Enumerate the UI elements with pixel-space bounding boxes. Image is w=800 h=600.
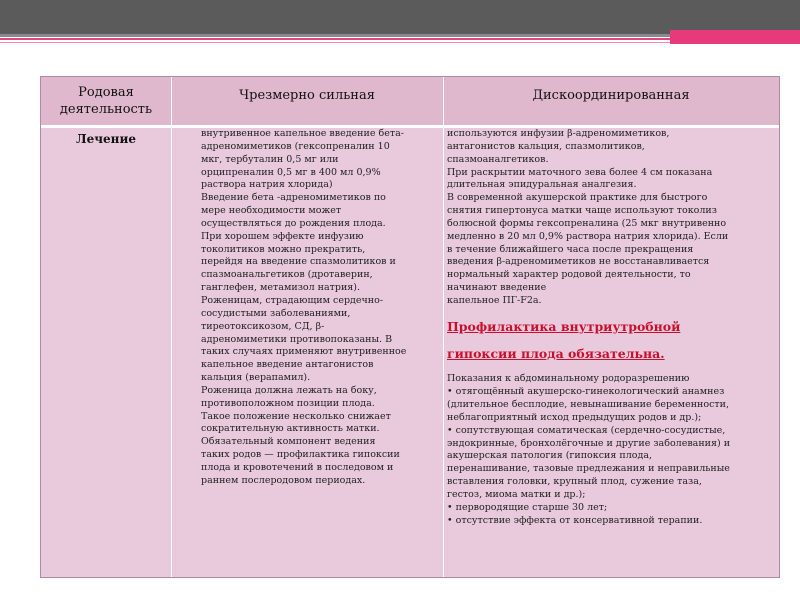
header-discoordinated: Дискоординированная — [532, 88, 690, 103]
excessive-text-line: плода и кровотечений в последовом и — [201, 461, 394, 473]
indication-text-line: эндокринные, бронхолёгочные и другие заболевания) и — [447, 437, 731, 449]
excessive-text-line: Роженица должна лежать на боку, — [201, 384, 377, 396]
indication-text-line: • первородящие старше 30 лет; — [447, 501, 608, 513]
excessive-text-line: раннем послеродовом периодах. — [201, 474, 366, 486]
discoordinated-treatment-cell — [445, 128, 781, 527]
excessive-text-line: адреномиметики противопоказаны. В — [201, 333, 393, 345]
discoordinated-text-line: снятия гипертонуса матки чаще используют токолиз — [447, 205, 717, 217]
excessive-text-line: сосудистыми заболеваниями, — [201, 307, 351, 319]
indication-text-line: • отягощённый акушерско-гинекологический анамнез — [447, 386, 725, 398]
discoordinated-text-line: в течение ближайшего часа после прекращения — [447, 243, 694, 255]
excessive-text-line: Роженицам, страдающим сердечно- — [201, 294, 384, 306]
indication-text-line: • отсутствие эффекта от консервативной терапии. — [447, 514, 703, 526]
excessive-text-line: осуществляться до рождения плода. — [201, 217, 386, 229]
header-labor: Родовая деятельность — [59, 85, 153, 117]
header-cell-labor — [41, 77, 171, 128]
excessive-text-line: Такое положение несколько снижает — [201, 410, 391, 422]
indication-text-line: гестоз, миома матки и др.); — [447, 488, 586, 500]
excessive-text-line: тиреотоксикозом, СД, β- — [201, 320, 325, 332]
excessive-text-line: Обязательный компонент ведения — [201, 436, 376, 448]
excessive-text-line: противоположном позиции плода. — [201, 397, 375, 409]
excessive-text-line: Введение бета -адреномиметиков по — [201, 192, 386, 204]
indication-text-line: Показания к абдоминальному родоразрешению — [447, 373, 690, 385]
excessive-text-line: внутривенное капельное введение бета- — [201, 128, 404, 139]
indication-text-line: акушерская патология (гипоксия плода, — [447, 450, 652, 462]
cesarean-indications-text — [447, 373, 779, 527]
excessive-text-line: таких родов — профилактика гипоксии — [201, 449, 400, 461]
row-label-cell — [41, 128, 171, 146]
excessive-text-line: сократительную активность матки. — [201, 423, 380, 435]
indication-text-line: неблагоприятный исход предыдущих родов и др.); — [447, 411, 702, 423]
header-cell-discoordinated — [443, 77, 779, 128]
excessive-text-line: раствора натрия хлорида) — [201, 179, 333, 191]
excessive-text-line: кальция (верапамил). — [201, 372, 311, 384]
discoordinated-text-line: капельное ПГ-F2a. — [447, 294, 542, 306]
excessive-text-line: капельное введение антагонистов — [201, 359, 374, 371]
discoordinated-text-line: болюсной формы гексопреналина (25 мкг внутривенно — [447, 217, 727, 229]
excessive-text-line: мере необходимости может — [201, 205, 342, 217]
discoordinated-text-line: нормальный характер родовой деятельности, то — [447, 269, 691, 281]
slide-top-bar — [0, 0, 800, 34]
discoordinated-treatment-text — [447, 128, 779, 308]
discoordinated-text-line: При раскрытии маточного зева более 4 см показана — [447, 166, 713, 178]
hypoxia-prevention-heading — [447, 320, 779, 361]
excessive-text-line: При хорошем эффекте инфузию — [201, 230, 364, 242]
header-excessive: Чрезмерно сильная — [239, 88, 375, 103]
excessive-text-line: перейдя на введение спазмолитиков и — [201, 256, 396, 268]
excessive-text-line: мкг, тербуталин 0,5 мг или — [201, 153, 339, 165]
discoordinated-text-line: начинают введение — [447, 282, 547, 294]
discoordinated-text-line: введения β-адреномиметиков не восстанавливается — [447, 256, 710, 268]
heading-line: Профилактика внутриутробной — [447, 319, 681, 335]
discoordinated-text-line: медленно в 20 мл 0,9% раствора натрия хлорида). Если — [447, 230, 729, 242]
excessive-text-line: ганглефен, метамизол натрия). — [201, 282, 361, 294]
discoordinated-text-line: длительная эпидуральная аналгезия. — [447, 179, 637, 191]
discoordinated-text-line: В современной акушерской практике для быстрого — [447, 192, 708, 204]
indication-text-line: (длительное бесплодие, невынашивание беременности, — [447, 399, 729, 410]
heading-line: гипоксии плода обязательна. — [447, 345, 665, 361]
excessive-text-line: таких случаях применяют внутривенное — [201, 346, 407, 358]
column-divider-1 — [171, 77, 172, 577]
discoordinated-text-line: антагонистов кальция, спазмолитиков, — [447, 140, 645, 152]
indication-text-line: • сопутствующая соматическая (сердечно-сосудистые, — [447, 424, 726, 436]
header-cell-excessive — [171, 77, 443, 128]
discoordinated-text-line: используются инфузии β-адреномиметиков, — [447, 128, 670, 139]
discoordinated-text-line: спазмоаналгетиков. — [447, 153, 549, 165]
treatment-table — [40, 76, 780, 578]
row-label-treatment: Лечение — [76, 132, 136, 146]
excessive-text-line: токолитиков можно прекратить, — [201, 243, 366, 255]
excessive-treatment-text — [201, 128, 447, 488]
excessive-text-line: орципреналин 0,5 мг в 400 мл 0,9% — [201, 166, 381, 178]
excessive-treatment-cell — [197, 128, 451, 488]
indication-text-line: вставления головки, крупный плод, сужение таза, — [447, 476, 702, 488]
slide-accent-block — [670, 30, 800, 44]
excessive-text-line: спазмоанальгетиков (дротаверин, — [201, 269, 373, 281]
excessive-text-line: адреномиметиков (гексопреналин 10 — [201, 140, 390, 152]
indication-text-line: перенашивание, тазовые предлежания и неправильные — [447, 463, 730, 475]
